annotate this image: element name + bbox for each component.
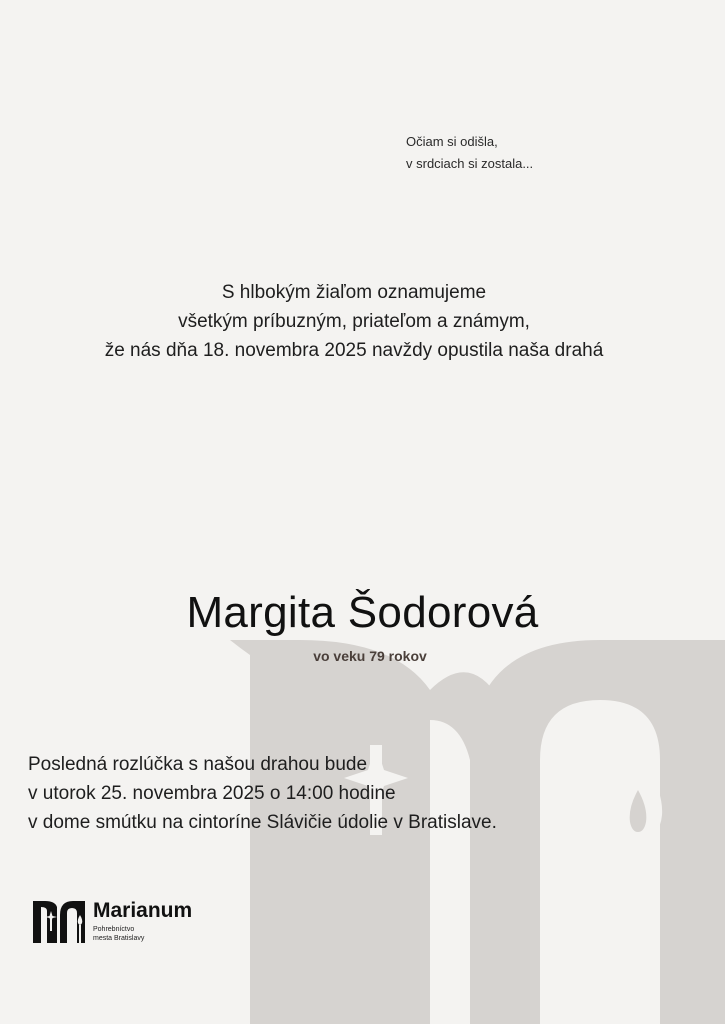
logo-subtitle [93, 925, 144, 943]
farewell-line-3: v dome smútku na cintoríne Slávičie údolie v Bratislave. [28, 812, 497, 833]
farewell-details [28, 750, 497, 837]
farewell-line-1: Posledná rozlúčka s našou drahou bude [28, 754, 368, 775]
announcement [0, 278, 708, 365]
marianum-logo [33, 898, 233, 948]
marianum-logo-icon [33, 901, 85, 943]
motto-line-2: v srdciach si zostala... [406, 156, 534, 171]
farewell-line-2: v utorok 25. novembra 2025 o 14:00 hodine [28, 783, 396, 804]
announcement-line-1: S hlbokým žiaľom oznamujeme [221, 282, 487, 303]
logo-subtitle-line-1: Pohrebníctvo [93, 926, 135, 933]
announcement-line-2: všetkým príbuzným, priateľom a známym, [178, 311, 530, 332]
motto [406, 131, 533, 175]
announcement-line-3: že nás dňa 18. novembra 2025 navždy opustila naša drahá [104, 340, 604, 361]
motto-line-1: Očiam si odišla, [406, 134, 498, 149]
logo-name: Marianum [93, 899, 193, 922]
logo-subtitle-line-2: mesta Bratislavy [93, 935, 145, 942]
deceased-age: vo veku 79 rokov [313, 648, 427, 664]
deceased-name: Margita Šodorová [186, 588, 539, 637]
